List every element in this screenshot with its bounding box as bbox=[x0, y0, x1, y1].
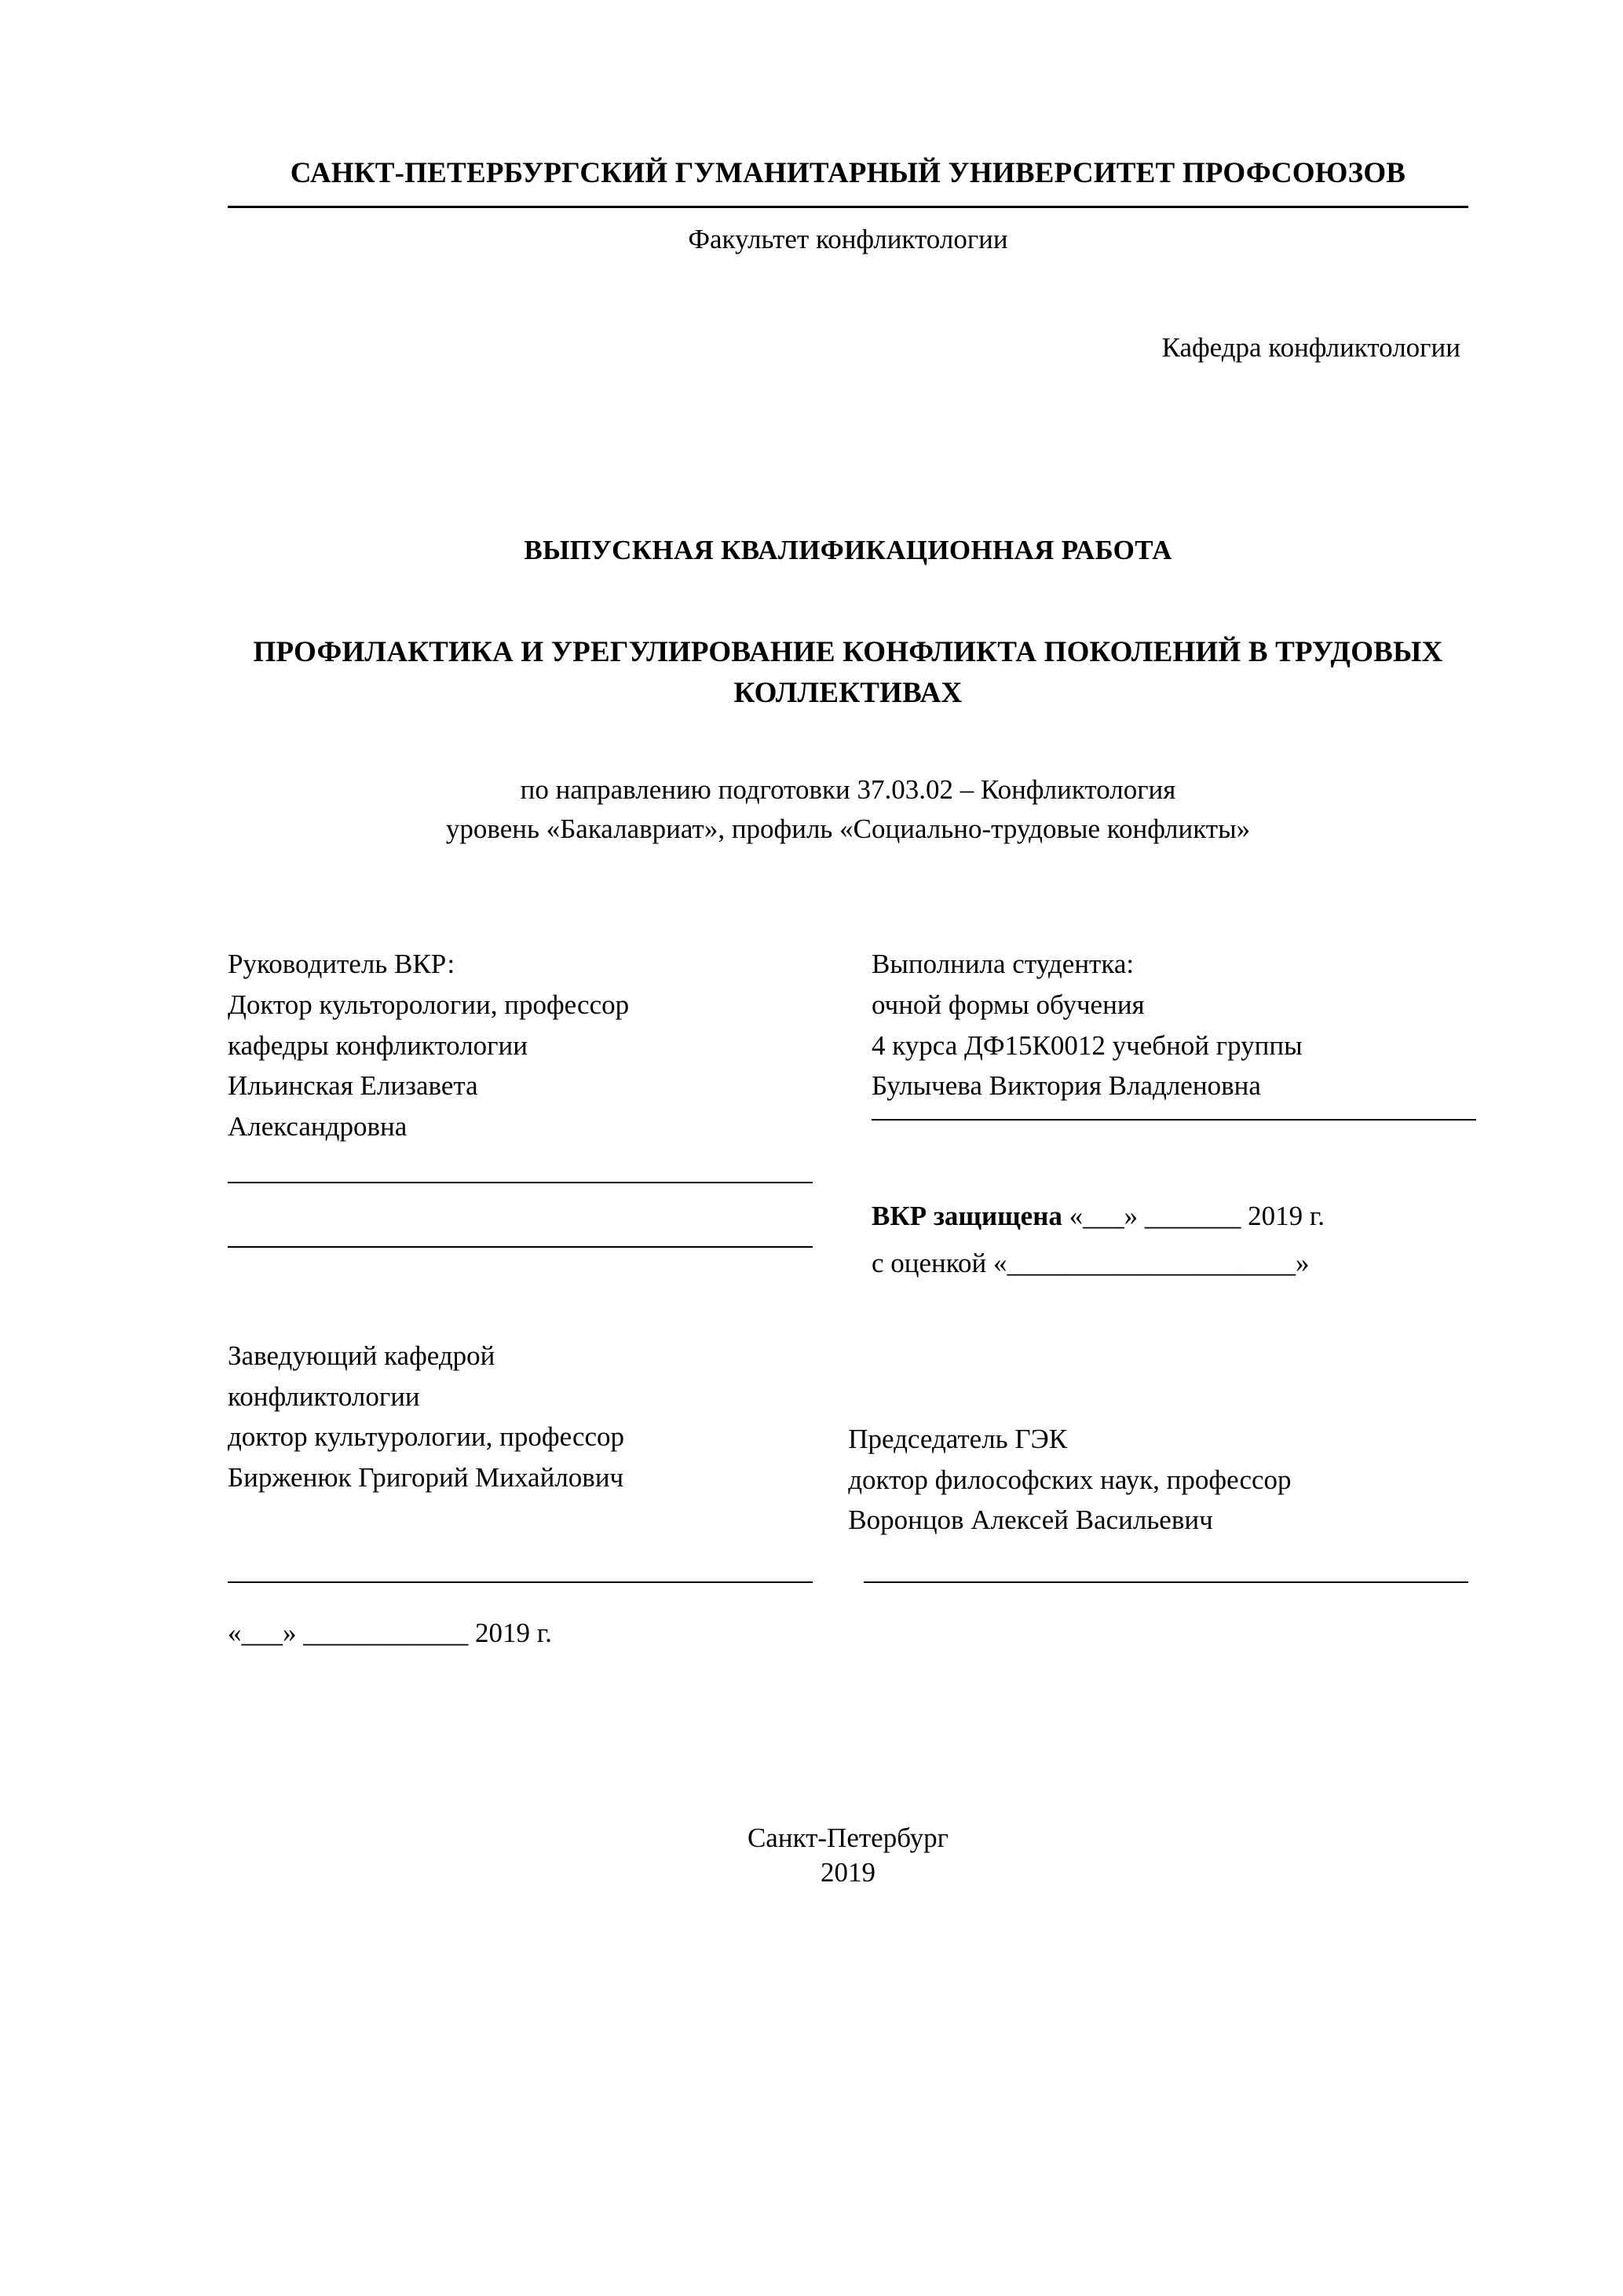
title-page-content bbox=[228, 0, 1468, 1888]
signature-columns bbox=[228, 944, 1468, 1284]
supervisor-label: Руководитель ВКР: bbox=[228, 949, 455, 980]
bottom-signature-lines bbox=[228, 1581, 1468, 1583]
chair-signature-line bbox=[228, 1581, 813, 1583]
chair-line-3: доктор культурологии, профессор bbox=[228, 1421, 625, 1453]
student-line-2: 4 курса ДФ15К0012 учебной группы bbox=[872, 1029, 1303, 1061]
supervisor-line-2: кафедры конфликтологии bbox=[228, 1029, 528, 1061]
gek-line-2: доктор философских наук, профессор bbox=[848, 1464, 1292, 1495]
defense-line bbox=[872, 1196, 1468, 1237]
student-block bbox=[840, 944, 1468, 1284]
supervisor-line-1: Доктор культорологии, профессор bbox=[228, 989, 630, 1020]
work-title: ПРОФИЛАКТИКА И УРЕГУЛИРОВАНИЕ КОНФЛИКТА ПОКОЛЕНИЙ В ТРУДОВЫХ КОЛЛЕКТИВАХ bbox=[253, 635, 1443, 709]
year: 2019 bbox=[821, 1857, 875, 1888]
gek-line-3: Воронцов Алексей Васильевич bbox=[848, 1504, 1213, 1536]
chair-line-2: конфликтологии bbox=[228, 1380, 420, 1412]
program-direction: по направлению подготовки 37.03.02 – Конфликтология bbox=[520, 773, 1176, 805]
defense-grade: с оценкой «_____________________» bbox=[872, 1248, 1310, 1279]
student-signature-line bbox=[872, 1119, 1476, 1121]
department-name: Кафедра конфликтологии bbox=[1161, 331, 1460, 363]
student-label: Выполнила студентка: bbox=[872, 949, 1135, 980]
gek-block bbox=[817, 1336, 1468, 1541]
gek-spacer bbox=[848, 1336, 1468, 1419]
city: Санкт-Петербург bbox=[747, 1823, 949, 1854]
faculty-name: Факультет конфликтологии bbox=[688, 223, 1008, 254]
supervisor-block bbox=[228, 944, 824, 1284]
supervisor-line-3: Ильинская Елизавета bbox=[228, 1070, 478, 1102]
student-line-3: Булычева Виктория Владленовна bbox=[872, 1070, 1261, 1102]
chair-block bbox=[228, 1336, 817, 1541]
header-divider bbox=[228, 206, 1468, 208]
work-type: ВЫПУСКНАЯ КВАЛИФИКАЦИОННАЯ РАБОТА bbox=[524, 534, 1172, 565]
supervisor-signature-line-2 bbox=[228, 1246, 813, 1248]
program-level: уровень «Бакалавриат», профиль «Социально-трудовые конфликты» bbox=[445, 813, 1251, 845]
supervisor-signature-line bbox=[228, 1182, 813, 1183]
defense-date: «___» _______ 2019 г. bbox=[1069, 1201, 1325, 1232]
officials-columns bbox=[228, 1336, 1468, 1541]
defense-label: ВКР защищена bbox=[872, 1201, 1062, 1232]
chair-line-1: Заведующий кафедрой bbox=[228, 1340, 495, 1371]
university-name: САНКТ-ПЕТЕРБУРГСКИЙ ГУМАНИТАРНЫЙ УНИВЕРСИТЕТ ПРОФСОЮЗОВ bbox=[290, 157, 1406, 189]
gek-signature-line bbox=[864, 1581, 1468, 1583]
date-line: «___» ____________ 2019 г. bbox=[228, 1618, 552, 1649]
supervisor-line-4: Александровна bbox=[228, 1111, 408, 1143]
student-line-1: очной формы обучения bbox=[872, 989, 1145, 1020]
gek-line-1: Председатель ГЭК bbox=[848, 1423, 1068, 1454]
chair-line-4: Бирженюк Григорий Михайлович bbox=[228, 1462, 624, 1493]
